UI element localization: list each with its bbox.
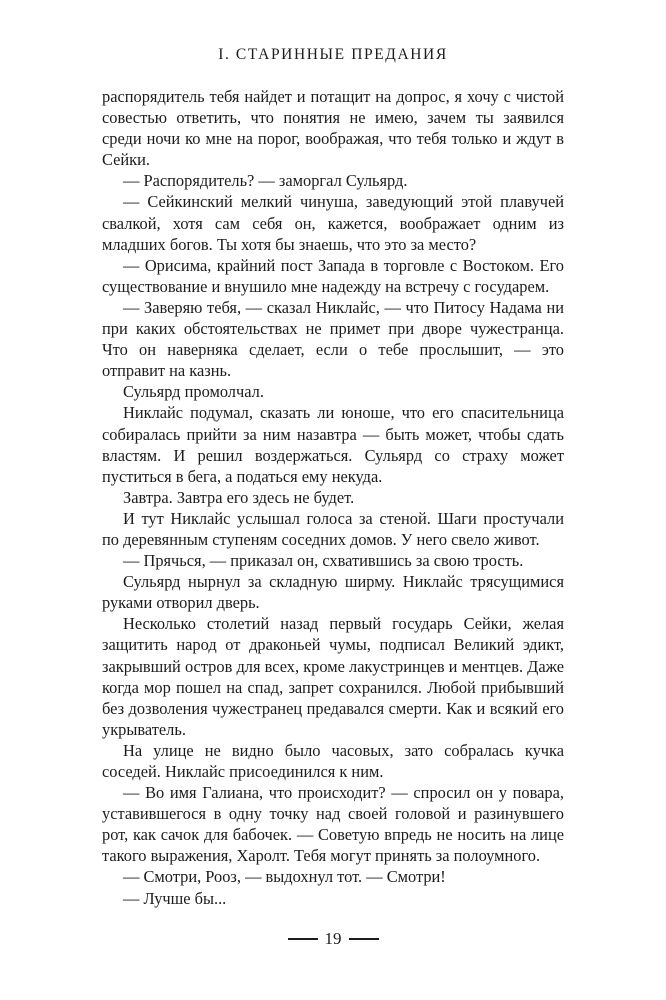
paragraph: — Орисима, крайний пост Запада в торговле с Востоком. Его существование и внушило мне надежду на встречу с государем. — [102, 255, 564, 296]
folio-dash-right — [349, 938, 379, 939]
paragraph: распорядитель тебя найдет и потащит на допрос, я хочу с чистой совестью ответить, что понятия не имею, зачем ты заявился среди ночи ко мне на порог, воображая, что тебя только и ждут в Сейки. — [102, 87, 564, 170]
paragraph: — Лучше бы... — [123, 888, 227, 908]
paragraph: Сульярд нырнул за складную ширму. Никлайс трясущимися руками отворил дверь. — [102, 572, 564, 613]
paragraph: — Заверяю тебя, — сказал Никлайс, — что Питосу Надама ни при каких обстоятельствах не примет при дворе чужестранца. Что он наверняка сделает, если о тебе прослышит, — это отправит на казнь. — [102, 297, 564, 381]
page-number: 19 — [324, 929, 342, 948]
paragraph: Сульярд промолчал. — [123, 382, 264, 402]
paragraph: — Смотри, Рооз, — выдохнул тот. — Смотри! — [123, 867, 446, 887]
paragraph: — Прячься, — приказал он, схватившись за свою трость. — [123, 551, 524, 571]
paragraph: Никлайс подумал, сказать ли юноше, что его спасительница собиралась прийти за ним назавтра — быть может, чтобы сдать властям. И решил воздержаться. Сульярд со страху может пуститься в бега, а податься ему некуда. — [102, 403, 564, 486]
body-text — [102, 86, 564, 909]
paragraph: Несколько столетий назад первый государь Сейки, желая защитить народ от драконьей чумы, подписал Великий эдикт, закрывший остров для всех, кроме лакустринцев и ментцев. Даже когда мор пошел на спад, запрет сохранился. Любой прибывший без дозволения чужестранец предавался смерти. Как и всякий его укрыватель. — [102, 614, 564, 739]
folio-dash-left — [288, 938, 318, 939]
paragraph: И тут Никлайс услышал голоса за стеной. Шаги простучали по деревянным ступеням соседних домов. У него свело живот. — [102, 508, 564, 549]
paragraph: На улице не видно было часовых, зато собралась кучка соседей. Никлайс присоединился к ним. — [102, 740, 564, 781]
paragraph: Завтра. Завтра его здесь не будет. — [123, 487, 355, 507]
running-header: I. СТАРИННЫЕ ПРЕДАНИЯ — [218, 46, 448, 63]
page-number-footer — [0, 928, 666, 950]
paragraph: — Во имя Галиана, что происходит? — спросил он у повара, уставившегося в одну точку над своей головой и разинувшего рот, как сачок для бабочек. — Советую впредь не носить на лице такого выражения, Харолт. Тебя могут принять за полоумного. — [102, 783, 564, 866]
paragraph: — Сейкинский мелкий чинуша, заведующий этой плавучей свалкой, хотя сам себя он, кажется, воображает одним из младших богов. Ты хотя бы знаешь, что это за место? — [102, 192, 564, 254]
paragraph: — Распорядитель? — заморгал Сульярд. — [123, 171, 408, 191]
